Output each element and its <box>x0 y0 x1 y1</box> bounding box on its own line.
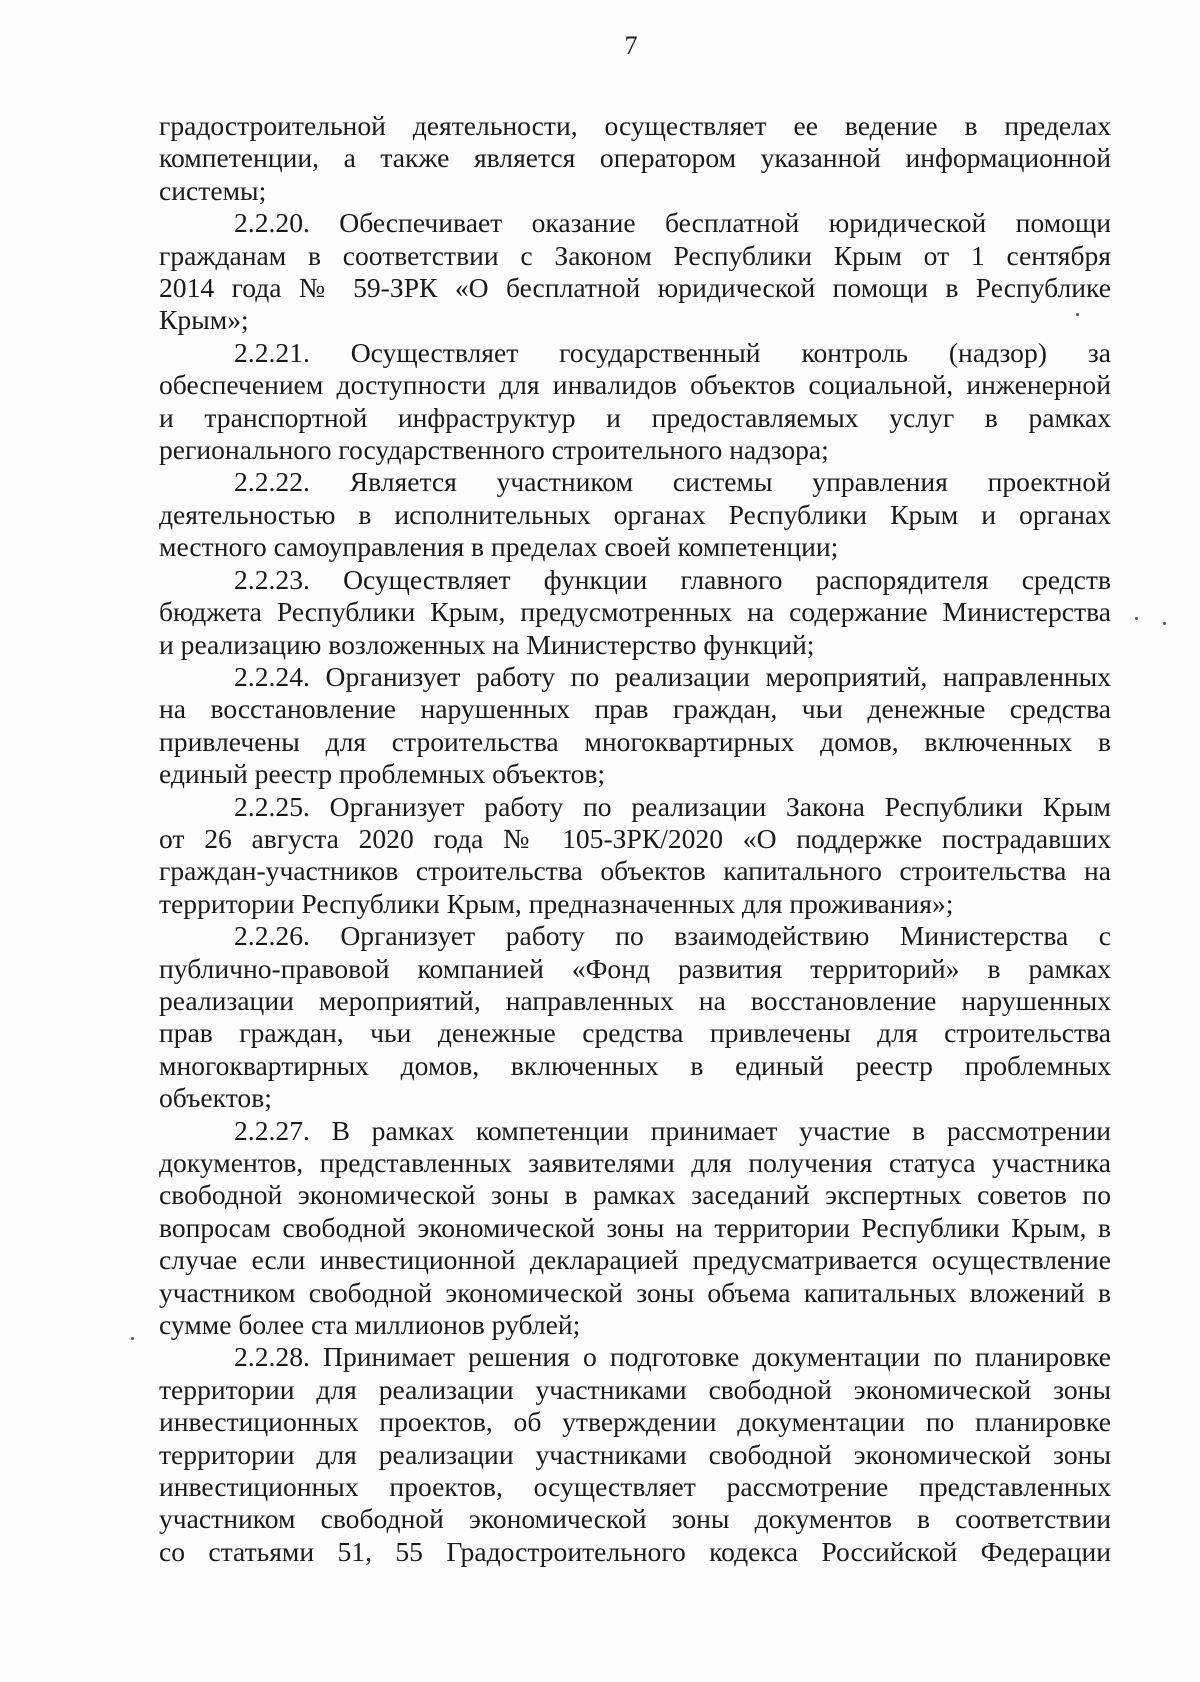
text-line: 2.2.23. Осуществляет функции главного распорядителя средств <box>234 563 1111 595</box>
text-line: 2.2.27. В рамках компетенции принимает участие в рассмотрении <box>234 1114 1111 1146</box>
text-line: 2.2.22. Является участником системы управления проектной <box>234 466 1111 498</box>
scan-speck <box>1076 313 1079 316</box>
text-line: вопросам свободной экономической зоны на территории Республики Крым, в <box>159 1211 1111 1243</box>
text-line: гражданам в соответствии с Законом Республики Крым от 1 сентября <box>159 239 1111 271</box>
page-number: 7 <box>624 31 638 60</box>
text-line: инвестиционных проектов, осуществляет рассмотрение представленных <box>159 1471 1111 1503</box>
text-line: документов, представленных заявителями для получения статуса участника <box>159 1147 1111 1178</box>
text-line: регионального государственного строительного надзора; <box>159 434 829 466</box>
text-line: территории для реализации участниками свободной экономической зоны <box>159 1438 1111 1470</box>
text-line: 2.2.28. Принимает решения о подготовке документации по планировке <box>234 1341 1111 1373</box>
text-line: инвестиционных проектов, об утверждении документации по планировке <box>159 1406 1111 1438</box>
text-line: участником свободной экономической зоны объема капитальных вложений в <box>159 1276 1111 1308</box>
text-line: территории Республики Крым, предназначенных для проживания»; <box>159 887 954 919</box>
scan-speck <box>131 1337 134 1340</box>
text-line: граждан-участников строительства объектов капитального строительства на <box>159 855 1111 887</box>
text-line: свободной экономической зоны в рамках заседаний экспертных советов по <box>159 1179 1111 1211</box>
text-line: и реализацию возложенных на Министерство функций; <box>159 628 815 660</box>
text-line: бюджета Республики Крым, предусмотренных на содержание Министерства <box>159 596 1111 628</box>
text-line: 2.2.21. Осуществляет государственный контроль (надзор) за <box>234 336 1111 368</box>
scan-speck <box>1135 617 1138 620</box>
text-line: прав граждан, чьи денежные средства привлечены для строительства <box>159 1017 1111 1049</box>
text-line: многоквартирных домов, включенных в единый реестр проблемных <box>159 1049 1111 1081</box>
text-line: 2.2.24. Организует работу по реализации мероприятий, направленных <box>234 660 1111 692</box>
text-line: системы; <box>159 174 267 206</box>
text-line: градостроительной деятельности, осуществляет ее ведение в пределах <box>159 110 1111 141</box>
text-line: 2.2.20. Обеспечивает оказание бесплатной юридической помощи <box>234 207 1111 239</box>
text-line: сумме более ста миллионов рублей; <box>159 1309 581 1341</box>
text-line: привлечены для строительства многоквартирных домов, включенных в <box>159 725 1111 757</box>
text-line: деятельностью в исполнительных органах Республики Крым и органах <box>159 498 1111 530</box>
text-line: 2014 года № 59-ЗРК «О бесплатной юридической помощи в Республике <box>159 272 1111 304</box>
text-line: и транспортной инфраструктур и предоставляемых услуг в рамках <box>159 401 1111 433</box>
text-line: 2.2.26. Организует работу по взаимодействию Министерства с <box>234 920 1111 952</box>
text-line: на восстановление нарушенных прав граждан, чьи денежные средства <box>159 693 1111 725</box>
text-line: публично-правовой компанией «Фонд развития территорий» в рамках <box>159 952 1111 984</box>
text-line: Крым»; <box>159 304 249 336</box>
text-line: объектов; <box>159 1082 272 1114</box>
text-line: компетенции, а также является оператором указанной информационной <box>159 142 1111 174</box>
scan-speck <box>1163 622 1166 625</box>
text-line: местного самоуправления в пределах своей компетенции; <box>159 531 839 563</box>
text-line: единый реестр проблемных объектов; <box>159 758 606 790</box>
text-line: случае если инвестиционной декларацией предусматривается осуществление <box>159 1244 1111 1276</box>
text-line: 2.2.25. Организует работу по реализации Закона Республики Крым <box>234 790 1111 822</box>
text-line: реализации мероприятий, направленных на восстановление нарушенных <box>159 984 1111 1016</box>
text-line: обеспечением доступности для инвалидов объектов социальной, инженерной <box>159 369 1111 401</box>
text-line: от 26 августа 2020 года № 105-ЗРК/2020 «О поддержке пострадавших <box>159 822 1111 854</box>
text-line: со статьями 51, 55 Градостроительного кодекса Российской Федерации <box>159 1535 1111 1567</box>
document-body <box>159 110 1111 1568</box>
text-line: участником свободной экономической зоны документов в соответствии <box>159 1503 1111 1535</box>
text-line: территории для реализации участниками свободной экономической зоны <box>159 1373 1111 1405</box>
